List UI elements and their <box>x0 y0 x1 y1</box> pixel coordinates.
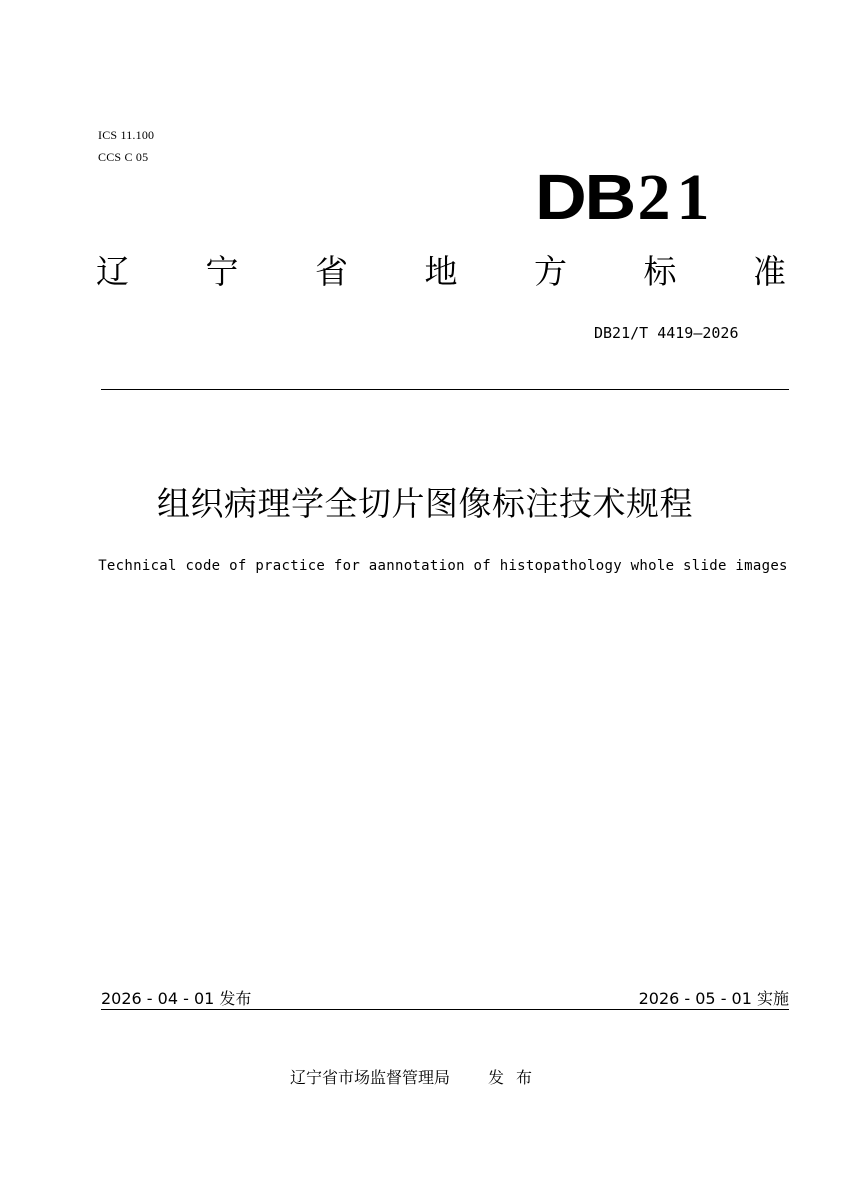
top-divider <box>101 389 789 390</box>
db21-logo <box>535 161 716 234</box>
ics-code: ICS 11.100 <box>98 128 155 142</box>
standard-type-char: 标 <box>643 252 677 291</box>
standard-type-char: 地 <box>424 252 458 291</box>
ccs-code: CCS C 05 <box>98 150 149 164</box>
standard-type-char: 方 <box>534 252 567 291</box>
bottom-divider <box>101 1009 789 1010</box>
document-title-english: Technical code of practice for aannotation of histopathology whole slide images <box>98 558 788 574</box>
logo-number: 21 <box>637 161 716 234</box>
standard-type-char: 辽 <box>96 252 129 291</box>
standard-type-char: 省 <box>315 252 348 291</box>
implementation-date: 2026 - 05 - 01 实施 <box>638 989 789 1008</box>
issue-date: 2026 - 04 - 01 发布 <box>101 989 252 1008</box>
standard-code: DB21/T 4419—2026 <box>594 324 739 342</box>
standard-type-title <box>96 252 786 292</box>
issuer-action: 发布 <box>488 1068 545 1087</box>
document-title-chinese: 组织病理学全切片图像标注技术规程 <box>157 484 693 523</box>
issuer-name: 辽宁省市场监督管理局 <box>290 1068 451 1087</box>
issuer-line <box>290 1067 544 1089</box>
standard-type-char: 准 <box>753 252 786 291</box>
logo-db: DB <box>535 161 635 233</box>
standard-type-char: 宁 <box>205 252 239 291</box>
